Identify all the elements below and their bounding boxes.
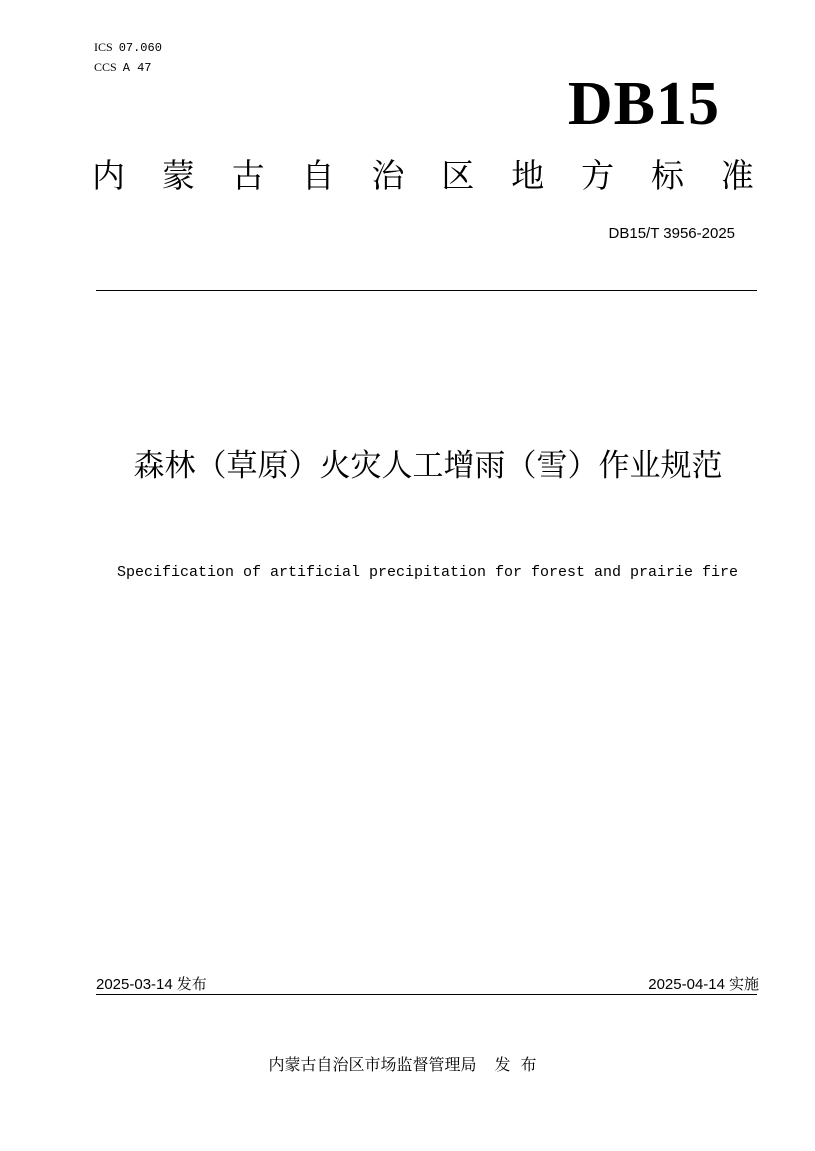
- category-char: 区: [441, 156, 475, 195]
- publish-date: 2025-03-14: [96, 976, 173, 993]
- category-char: 内: [92, 156, 125, 195]
- effective-date: 2025-04-14: [648, 976, 725, 993]
- standard-category-heading: [92, 154, 754, 198]
- category-char: 地: [511, 156, 545, 195]
- ics-classification: [94, 39, 162, 56]
- issuer-name: 内蒙古自治区市场监督管理局: [268, 1055, 477, 1074]
- standard-logo: DB15: [567, 70, 720, 138]
- ics-label: ICS: [94, 40, 113, 54]
- category-char: 标: [651, 156, 684, 195]
- effective-date-line: [648, 975, 759, 994]
- publish-date-line: [96, 975, 207, 994]
- issuing-authority: [0, 1055, 815, 1075]
- ccs-label: CCS: [94, 60, 117, 74]
- category-char: 自: [301, 156, 335, 195]
- category-char: 方: [581, 156, 615, 195]
- document-title-english: Specification of artificial precipitation for forest and prairie fire: [116, 564, 739, 581]
- issuer-action: 发布: [494, 1055, 547, 1074]
- category-char: 古: [231, 156, 265, 195]
- top-divider: [96, 290, 757, 291]
- ics-code: 07.060: [118, 41, 162, 55]
- category-char: 治: [371, 156, 405, 195]
- publish-label: 发布: [176, 975, 207, 993]
- document-title-chinese: 森林（草原）火灾人工增雨（雪）作业规范: [133, 448, 723, 484]
- bottom-divider: [96, 994, 757, 995]
- ccs-classification: [94, 59, 152, 76]
- standard-number: DB15/T 3956-2025: [608, 225, 735, 242]
- category-char: 准: [720, 156, 754, 195]
- ccs-code: A 47: [122, 61, 152, 75]
- effective-label: 实施: [728, 975, 759, 993]
- category-char: 蒙: [161, 156, 195, 195]
